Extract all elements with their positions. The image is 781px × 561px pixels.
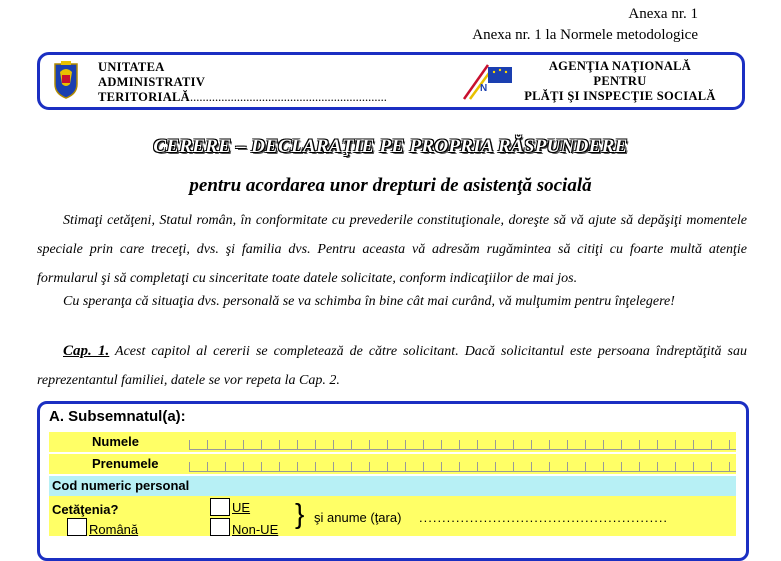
- document-title: CERERE – DECLARAŢIE PE PROPRIA RĂSPUNDERE: [153, 136, 628, 157]
- svg-text:N: N: [480, 83, 488, 94]
- header-box: [37, 52, 745, 110]
- cetatenia-label: Cetăţenia?: [52, 502, 119, 517]
- ue-checkbox[interactable]: [210, 498, 230, 516]
- romana-label: Română: [89, 522, 139, 537]
- prenumele-label: Prenumele: [92, 456, 159, 471]
- non-ue-label: Non-UE: [232, 522, 279, 537]
- anpis-logo-icon: [460, 61, 518, 103]
- brace-icon: }: [295, 498, 305, 529]
- uat-line-3: TERITORIALĂ: [98, 90, 190, 104]
- agency-line-1: AGENŢIA NAŢIONALĂ: [548, 59, 692, 73]
- section-a-title: A. Subsemnatul(a):: [49, 408, 186, 425]
- romania-coat-of-arms-icon: [53, 60, 79, 100]
- country-fill-line[interactable]: ......................................................: [419, 510, 669, 525]
- annex-number: Anexa nr. 1: [628, 6, 698, 22]
- non-ue-checkbox[interactable]: [210, 518, 230, 536]
- si-anume-label: şi anume (ţara): [314, 510, 402, 525]
- romana-checkbox[interactable]: [67, 518, 87, 536]
- ue-label: UE: [232, 500, 251, 515]
- intro-closing: Cu speranţa că situaţia dvs. personală se va schimba în bine cât mai curând, vă mulţumim pentru înţelegere!: [63, 294, 675, 309]
- section-a-box: [37, 401, 749, 561]
- uat-fill-line: ...............................................................: [189, 90, 387, 104]
- uat-block: [98, 60, 387, 105]
- numele-field[interactable]: [49, 432, 736, 452]
- agency-line-3: PLĂŢI ŞI INSPECŢIE SOCIALĂ: [524, 89, 716, 103]
- document-subtitle: pentru acordarea unor drepturi de asistenţă socială: [189, 175, 592, 196]
- prenumele-field[interactable]: [49, 454, 736, 474]
- uat-line-2: ADMINISTRATIV: [98, 75, 206, 89]
- cnp-field[interactable]: [49, 476, 736, 496]
- numele-char-boxes[interactable]: [189, 440, 736, 450]
- cetatenia-field: [49, 496, 736, 536]
- cnp-label: Cod numeric personal: [52, 478, 190, 493]
- agency-title: [520, 59, 720, 104]
- annex-reference: Anexa nr. 1 la Normele metodologice: [472, 27, 698, 43]
- chapter-intro: [37, 337, 747, 395]
- intro-paragraph: Stimaţi cetăţeni, Statul român, în conformitate cu prevederile constituţionale, doreşte să vă ajute să depăşiţi momentele speciale prin care treceţi, dvs. şi familia dvs. Pentru aceasta vă adresăm rugămintea să citiţi cu foarte multă atenţie formularul şi să completaţi cu sinceritate toate datele solicitate, conform indicaţiilor de mai jos.: [37, 213, 747, 286]
- numele-label: Numele: [92, 434, 139, 449]
- uat-line-1: UNITATEA: [98, 60, 165, 74]
- chapter-label: Cap. 1.: [63, 343, 110, 359]
- prenumele-char-boxes[interactable]: [189, 462, 736, 472]
- agency-line-2: PENTRU: [593, 74, 647, 88]
- chapter-text: Acest capitol al cererii se completează de către solicitant. Dacă solicitantul este persoana îndreptăţită sau reprezentantul familiei, datele se vor repeta la Cap. 2.: [37, 344, 747, 388]
